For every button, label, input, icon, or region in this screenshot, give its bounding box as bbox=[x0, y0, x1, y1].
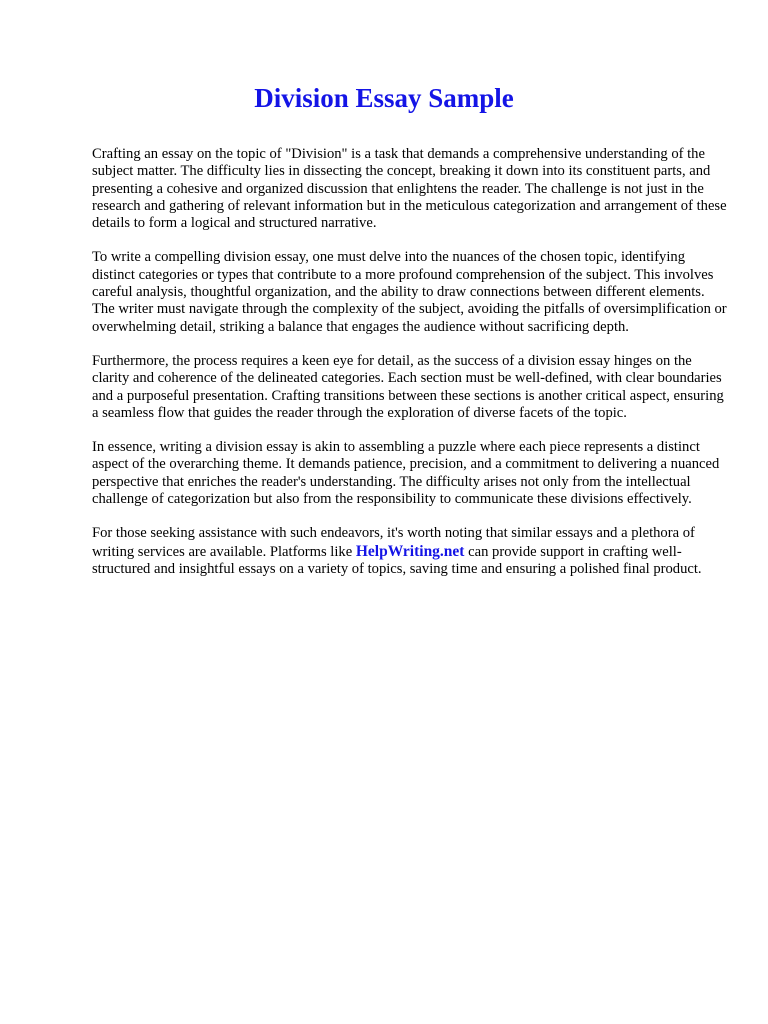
document-body bbox=[92, 146, 728, 595]
paragraph-5-after-link: can provide support in crafting well-structured and insightful essays on a variety of topics, saving time and ensuring a polished final product. bbox=[92, 543, 702, 577]
paragraph-5-before-link: For those seeking assistance with such endeavors, it's worth noting that similar essays and a plethora of writing services are available. Platforms like bbox=[92, 525, 695, 560]
paragraph-4: In essence, writing a division essay is akin to assembling a puzzle where each piece represents a distinct aspect of the overarching theme. It demands patience, precision, and a commitment to delivering a nuanced perspective that enriches the reader's understanding. The difficulty arises not only from the intellectual challenge of categorization but also from the responsibility to communicate these divisions effectively. bbox=[92, 439, 720, 508]
helpwriting-link[interactable]: HelpWriting.net bbox=[355, 542, 465, 560]
paragraph-3: Furthermore, the process requires a keen eye for detail, as the success of a division essay hinges on the clarity and coherence of the delineated categories. Each section must be well-defined, with clear boundaries and a purposeful presentation. Crafting transitions between these sections is another critical aspect, ensuring a seamless flow that guides the reader through the exploration of diverse facets of the topic. bbox=[92, 352, 724, 421]
document-title: Division Essay Sample bbox=[254, 83, 514, 113]
paragraph-5 bbox=[92, 525, 728, 578]
paragraph-1: Crafting an essay on the topic of "Division" is a task that demands a comprehensive understanding of the subject matter. The difficulty lies in dissecting the concept, breaking it down into its constituent parts, and presenting a cohesive and organized discussion that enlightens the reader. The challenge is not just in the research and gathering of relevant information but in the meticulous categorization and arrangement of these details to form a logical and structured narrative. bbox=[92, 146, 727, 232]
paragraph-2: To write a compelling division essay, one must delve into the nuances of the chosen topic, identifying distinct categories or types that contribute to a more profound comprehension of the subject. This involves careful analysis, thoughtful organization, and the ability to draw connections between different elements. The writer must navigate through the complexity of the subject, avoiding the pitfalls of oversimplification or overwhelming detail, striking a balance that engages the audience without sacrificing depth. bbox=[92, 249, 727, 335]
